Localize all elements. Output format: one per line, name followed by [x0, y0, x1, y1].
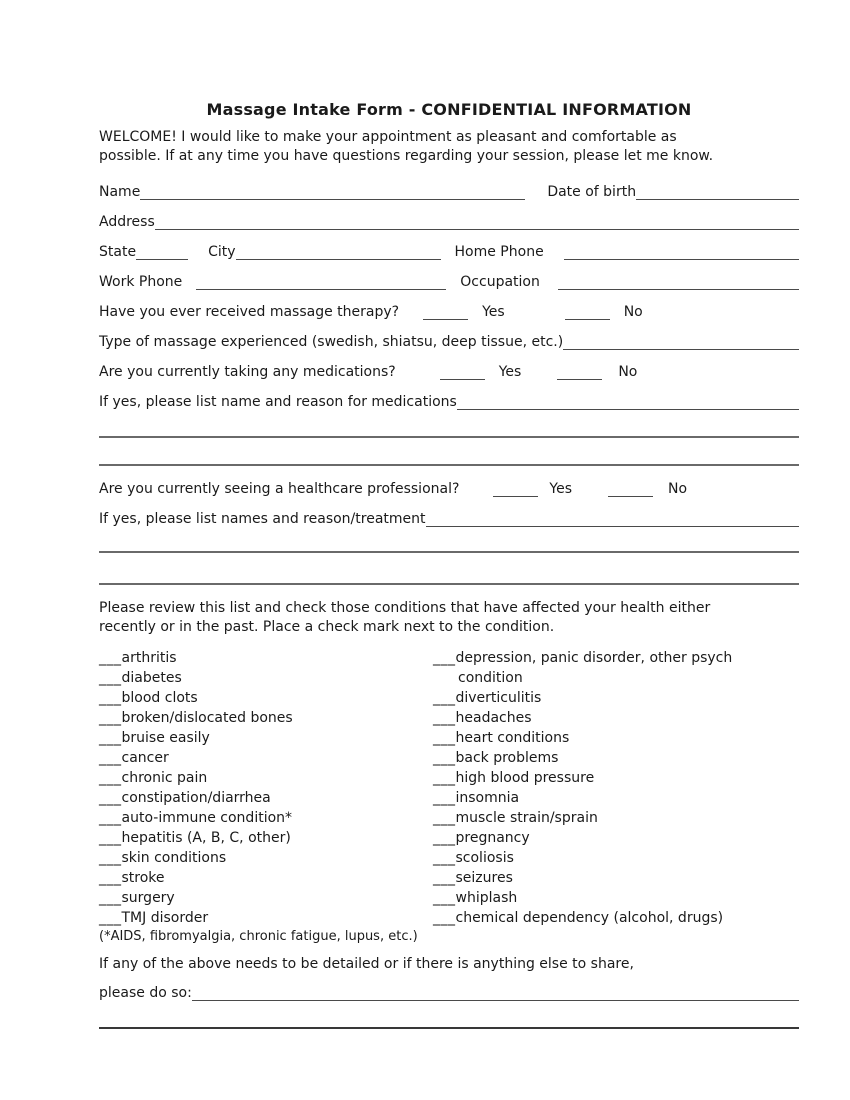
healthcare-notes-line[interactable] — [99, 583, 799, 585]
yes-label: Yes — [498, 364, 522, 380]
condition-item — [99, 908, 433, 928]
conditions-checklist — [99, 648, 799, 928]
closing-prompt: If any of the above needs to be detailed or if there is anything else to share, — [99, 956, 634, 972]
home-phone-field-line[interactable] — [564, 243, 799, 260]
condition-item — [99, 728, 433, 748]
condition-item — [99, 768, 433, 788]
welcome-text — [99, 128, 799, 166]
home-phone-label: Home Phone — [454, 244, 544, 260]
dob-field-line[interactable] — [636, 183, 799, 200]
do-so-label: please do so: — [99, 985, 192, 1001]
condition-check-blank[interactable]: ___ — [433, 770, 456, 786]
condition-check-blank[interactable]: ___ — [433, 790, 456, 806]
condition-check-blank[interactable]: ___ — [99, 890, 122, 906]
work-phone-field-line[interactable] — [196, 273, 446, 290]
condition-check-blank[interactable]: ___ — [99, 750, 122, 766]
conditions-left-column — [99, 648, 433, 928]
massage-type-label: Type of massage experienced (swedish, shiatsu, deep tissue, etc.) — [99, 334, 564, 350]
condition-item — [433, 768, 799, 788]
condition-item — [433, 748, 799, 768]
condition-label: auto-immune condition* — [121, 810, 293, 826]
condition-label: bruise easily — [121, 730, 210, 746]
condition-label: scoliosis — [455, 850, 514, 866]
conditions-intro — [99, 599, 799, 637]
condition-item — [99, 808, 433, 828]
closing-notes-line[interactable] — [99, 1027, 799, 1029]
address-label: Address — [99, 214, 155, 230]
healthcare-yes-blank[interactable] — [493, 480, 538, 497]
condition-item — [433, 688, 799, 708]
condition-label: blood clots — [121, 690, 198, 706]
condition-item — [99, 748, 433, 768]
name-field-line[interactable] — [140, 183, 525, 200]
condition-item — [99, 688, 433, 708]
condition-label: pregnancy — [455, 830, 530, 846]
condition-item — [433, 728, 799, 748]
condition-check-blank[interactable]: ___ — [99, 730, 122, 746]
condition-label: muscle strain/sprain — [455, 810, 598, 826]
condition-check-blank[interactable]: ___ — [433, 890, 456, 906]
condition-check-blank[interactable]: ___ — [433, 690, 456, 706]
city-field-line[interactable] — [236, 243, 441, 260]
condition-item — [433, 808, 799, 828]
condition-label: seizures — [455, 870, 513, 886]
conditions-intro-line: recently or in the past. Place a check mark next to the condition. — [99, 619, 555, 635]
no-label: No — [618, 364, 638, 380]
no-label: No — [668, 481, 688, 497]
condition-check-blank[interactable]: ___ — [99, 770, 122, 786]
condition-check-blank[interactable]: ___ — [433, 910, 456, 926]
condition-label: heart conditions — [455, 730, 570, 746]
condition-item — [99, 828, 433, 848]
condition-check-blank[interactable]: ___ — [433, 750, 456, 766]
medications-notes-line[interactable] — [99, 464, 799, 466]
state-city-phone-row — [99, 243, 799, 260]
condition-label: TMJ disorder — [121, 910, 209, 926]
do-so-row — [99, 984, 799, 1001]
condition-label: depression, panic disorder, other psych condition — [455, 650, 733, 686]
condition-item — [99, 708, 433, 728]
massage-therapy-no-blank[interactable] — [565, 303, 610, 320]
condition-label: skin conditions — [121, 850, 227, 866]
occupation-label: Occupation — [460, 274, 540, 290]
do-so-field-line[interactable] — [192, 984, 799, 1001]
condition-label: headaches — [455, 710, 532, 726]
condition-check-blank[interactable]: ___ — [433, 830, 456, 846]
condition-check-blank[interactable]: ___ — [433, 710, 456, 726]
condition-label: whiplash — [455, 890, 518, 906]
healthcare-detail-field-line[interactable] — [426, 510, 800, 527]
yes-label: Yes — [482, 304, 505, 320]
address-row — [99, 213, 799, 230]
condition-label: arthritis — [121, 650, 177, 666]
condition-check-blank[interactable]: ___ — [99, 650, 122, 666]
condition-item — [99, 668, 433, 688]
condition-label: insomnia — [455, 790, 520, 806]
healthcare-notes-line[interactable] — [99, 551, 799, 553]
conditions-intro-line: Please review this list and check those conditions that have affected your health either — [99, 600, 711, 616]
condition-item — [433, 708, 799, 728]
medications-no-blank[interactable] — [557, 363, 602, 380]
dob-label: Date of birth — [547, 184, 637, 200]
medications-detail-label: If yes, please list name and reason for medications — [99, 394, 457, 410]
medications-yes-blank[interactable] — [440, 363, 485, 380]
city-label: City — [208, 244, 236, 260]
condition-check-blank[interactable]: ___ — [99, 910, 122, 926]
condition-label: surgery — [121, 890, 175, 906]
condition-item — [433, 828, 799, 848]
condition-item — [433, 888, 799, 908]
healthcare-row — [99, 480, 799, 497]
condition-label: chronic pain — [121, 770, 208, 786]
conditions-footnote: (*AIDS, fibromyalgia, chronic fatigue, lupus, etc.) — [99, 929, 418, 944]
page-title: Massage Intake Form - CONFIDENTIAL INFORMATION — [206, 100, 692, 119]
condition-check-blank[interactable]: ___ — [433, 870, 456, 886]
state-field-line[interactable] — [136, 243, 188, 260]
condition-item — [99, 888, 433, 908]
condition-item — [433, 788, 799, 808]
condition-item — [99, 648, 433, 668]
condition-label: high blood pressure — [455, 770, 595, 786]
condition-item — [433, 868, 799, 888]
occupation-field-line[interactable] — [558, 273, 799, 290]
healthcare-question: Are you currently seeing a healthcare professional? — [99, 481, 460, 497]
state-label: State — [99, 244, 137, 260]
condition-check-blank[interactable]: ___ — [99, 690, 122, 706]
welcome-line: WELCOME! I would like to make your appointment as pleasant and comfortable as — [99, 129, 677, 145]
medications-detail-row — [99, 393, 799, 410]
name-label: Name — [99, 184, 141, 200]
condition-label: diabetes — [121, 670, 182, 686]
healthcare-detail-row — [99, 510, 799, 527]
no-label: No — [623, 304, 643, 320]
condition-item — [433, 848, 799, 868]
healthcare-no-blank[interactable] — [608, 480, 653, 497]
condition-label: broken/dislocated bones — [121, 710, 293, 726]
massage-type-row — [99, 333, 799, 350]
name-dob-row — [99, 183, 799, 200]
medications-notes-line[interactable] — [99, 436, 799, 438]
massage-therapy-question: Have you ever received massage therapy? — [99, 304, 400, 320]
condition-check-blank[interactable]: ___ — [99, 870, 122, 886]
yes-label: Yes — [549, 481, 573, 497]
condition-check-blank[interactable]: ___ — [433, 850, 456, 866]
condition-check-blank[interactable]: ___ — [99, 710, 122, 726]
condition-check-blank[interactable]: ___ — [433, 730, 456, 746]
medications-question: Are you currently taking any medications? — [99, 364, 396, 380]
address-field-line[interactable] — [155, 213, 799, 230]
condition-item — [99, 848, 433, 868]
condition-item — [99, 788, 433, 808]
condition-label: stroke — [121, 870, 165, 886]
condition-label: constipation/diarrhea — [121, 790, 271, 806]
conditions-right-column — [433, 648, 799, 928]
condition-item — [433, 908, 799, 928]
condition-check-blank[interactable]: ___ — [99, 830, 122, 846]
welcome-line: possible. If at any time you have questions regarding your session, please let me know. — [99, 148, 714, 164]
condition-check-blank[interactable]: ___ — [433, 810, 456, 826]
condition-label: diverticulitis — [455, 690, 542, 706]
condition-check-blank[interactable]: ___ — [99, 850, 122, 866]
condition-item — [433, 648, 799, 688]
condition-check-blank[interactable]: ___ — [99, 790, 122, 806]
condition-check-blank[interactable]: ___ — [99, 810, 122, 826]
condition-label: chemical dependency (alcohol, drugs) — [455, 910, 724, 926]
condition-label: back problems — [455, 750, 559, 766]
condition-label: cancer — [121, 750, 169, 766]
condition-check-blank[interactable]: ___ — [99, 670, 122, 686]
healthcare-detail-label: If yes, please list names and reason/treatment — [99, 511, 426, 527]
work-phone-label: Work Phone — [99, 274, 183, 290]
massage-therapy-row — [99, 303, 799, 320]
massage-therapy-yes-blank[interactable] — [423, 303, 468, 320]
medications-detail-field-line[interactable] — [457, 393, 799, 410]
massage-type-field-line[interactable] — [563, 333, 799, 350]
work-occupation-row — [99, 273, 799, 290]
condition-label: hepatitis (A, B, C, other) — [121, 830, 291, 846]
condition-check-blank[interactable]: ___ — [433, 650, 456, 666]
condition-item — [99, 868, 433, 888]
medications-row — [99, 363, 799, 380]
